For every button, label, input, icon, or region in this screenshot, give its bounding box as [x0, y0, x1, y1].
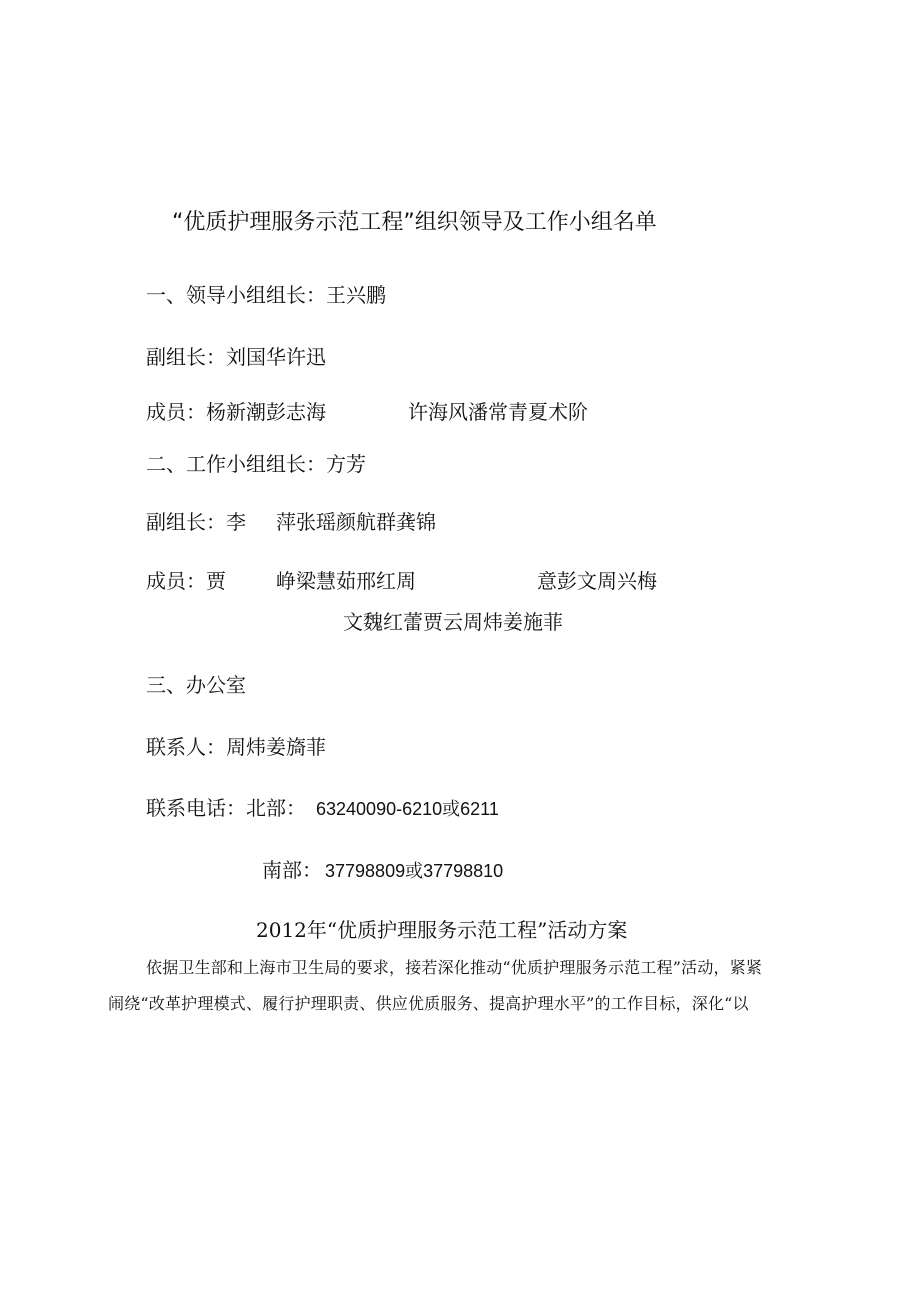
work-group-members-label: 成员：贾	[146, 569, 226, 593]
leader-group-members-a: 成员：杨新潮彭志海	[146, 400, 326, 424]
work-group-members-c: 文魏红蕾贾云周炜姜施菲	[343, 610, 563, 634]
plan-paragraph-line-1: 依据卫生部和上海市卫生局的要求，接若深化推动“优质护理服务示范工程”活动，紧紧	[146, 958, 763, 977]
work-group-heading: 二、工作小组组长：方芳	[146, 452, 366, 476]
leader-group-deputy: 副组长：刘国华许迅	[146, 345, 326, 369]
office-phone-north: 63240090-6210或6211	[316, 799, 499, 819]
office-phone-south: 37798809或37798810	[325, 861, 504, 881]
office-phone-label: 联系电话：北部：	[146, 796, 306, 820]
plan-title: 2012年“优质护理服务示范工程”活动方案	[256, 918, 628, 942]
office-south-label: 南部：	[262, 858, 322, 882]
office-contact: 联系人：周炜姜旖菲	[146, 735, 326, 759]
leader-group-members-b: 许海风潘常青夏术阶	[408, 400, 588, 424]
work-group-deputy-label: 副组长：李	[146, 510, 246, 534]
document-title: “优质护理服务示范工程”组织领导及工作小组名单	[172, 210, 657, 235]
work-group-members-a: 峥梁慧茹邢红周	[276, 569, 416, 593]
plan-paragraph-line-2: 闹绕“改革护理模式、履行护理职责、供应优质服务、提高护理水平”的工作目标，深化“以	[108, 994, 749, 1013]
leader-group-heading: 一、领导小组组长：王兴鹏	[146, 283, 386, 307]
work-group-deputy-names: 萍张瑶颜航群龚锦	[276, 510, 436, 534]
work-group-members-b: 意彭文周兴梅	[537, 569, 657, 593]
office-heading: 三、办公室	[146, 673, 246, 697]
